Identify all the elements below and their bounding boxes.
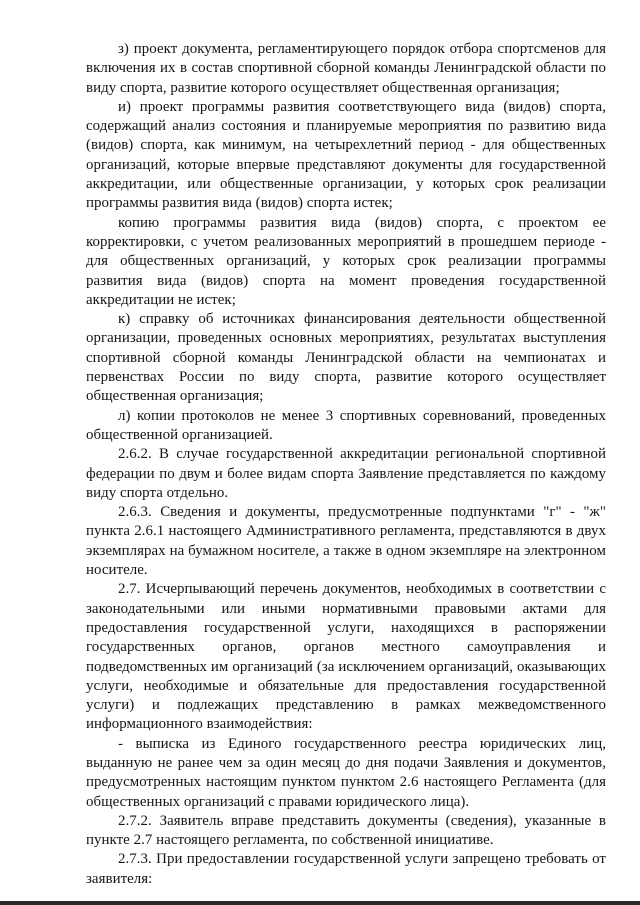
- paragraph-item-l: л) копии протоколов не менее 3 спортивных соревнований, проведенных общественной организацией.: [86, 407, 606, 443]
- paragraph-item-i: и) проект программы развития соответствующего вида (видов) спорта, содержащий анализ состояния и планируемые мероприятия по развитию вида (видов) спорта, как минимум, на четырехлетний период - для общественных организаций, которые впервые представляют документы для государственной аккредитации, или общественные организации, у которых срок реализации программы развития вида (видов) спорта истек;: [86, 98, 606, 212]
- scan-bottom-edge: [0, 901, 640, 905]
- paragraph-2-7-3: 2.7.3. При предоставлении государственной услуги запрещено требовать от заявителя:: [86, 851, 606, 887]
- paragraph-2-7: 2.7. Исчерпывающий перечень документов, необходимых в соответствии с законодательными или иными нормативными правовыми актами для предоставления государственной услуги, находящихся в распоряжении государственных органов, органов местного самоуправления и подведомственных им организаций (за исключением организаций, оказывающих услуги, необходимые и обязательные для предоставления государственной услуги) и подлежащих представлению в рамках межведомственного информационного взаимодействия:: [86, 581, 606, 733]
- paragraph-item-z: з) проект документа, регламентирующего порядок отбора спортсменов для включения их в состав спортивной сборной команды Ленинградской области по виду спорта, развитие которого осуществляет общественная организация;: [86, 41, 606, 96]
- paragraph-2-6-3: 2.6.3. Сведения и документы, предусмотренные подпунктами "г" - "ж" пункта 2.6.1 настоящего Административного регламента, представляются в двух экземплярах на бумажном носителе, а также в одном экземпляре на электронном носителе.: [86, 504, 606, 579]
- paragraph-2-7-2: 2.7.2. Заявитель вправе представить документы (сведения), указанные в пункте 2.7 настоящего регламента, по собственной инициативе.: [86, 812, 606, 849]
- paragraph-program-copy: копию программы развития вида (видов) спорта, с проектом ее корректировки, с учетом реализованных мероприятий в прошедшем периоде - для общественных организаций, у которых срок реализации программы развития вида (видов) спорта на момент проведения государственной аккредитации не истек;: [86, 214, 606, 308]
- paragraph-2-6-2: 2.6.2. В случае государственной аккредитации региональной спортивной федерации по двум и более видам спорта Заявление представляется по каждому виду спорта отдельно.: [86, 446, 606, 501]
- paragraph-registry-extract: - выписка из Единого государственного реестра юридических лиц, выданную не ранее чем за один месяц до дня подачи Заявления и документов, предусмотренных настоящим пунктом пунктом 2.6 настоящего Регламента (для общественных организаций с правами юридического лица).: [86, 735, 606, 810]
- document-body: [86, 40, 606, 889]
- paragraph-item-k: к) справку об источниках финансирования деятельности общественной организации, проведенных основных мероприятиях, результатах выступления спортивной сборной команды Ленинградской области на чемпионатах и первенствах России по виду спорта, развитие которого осуществляет общественная организация;: [86, 311, 606, 405]
